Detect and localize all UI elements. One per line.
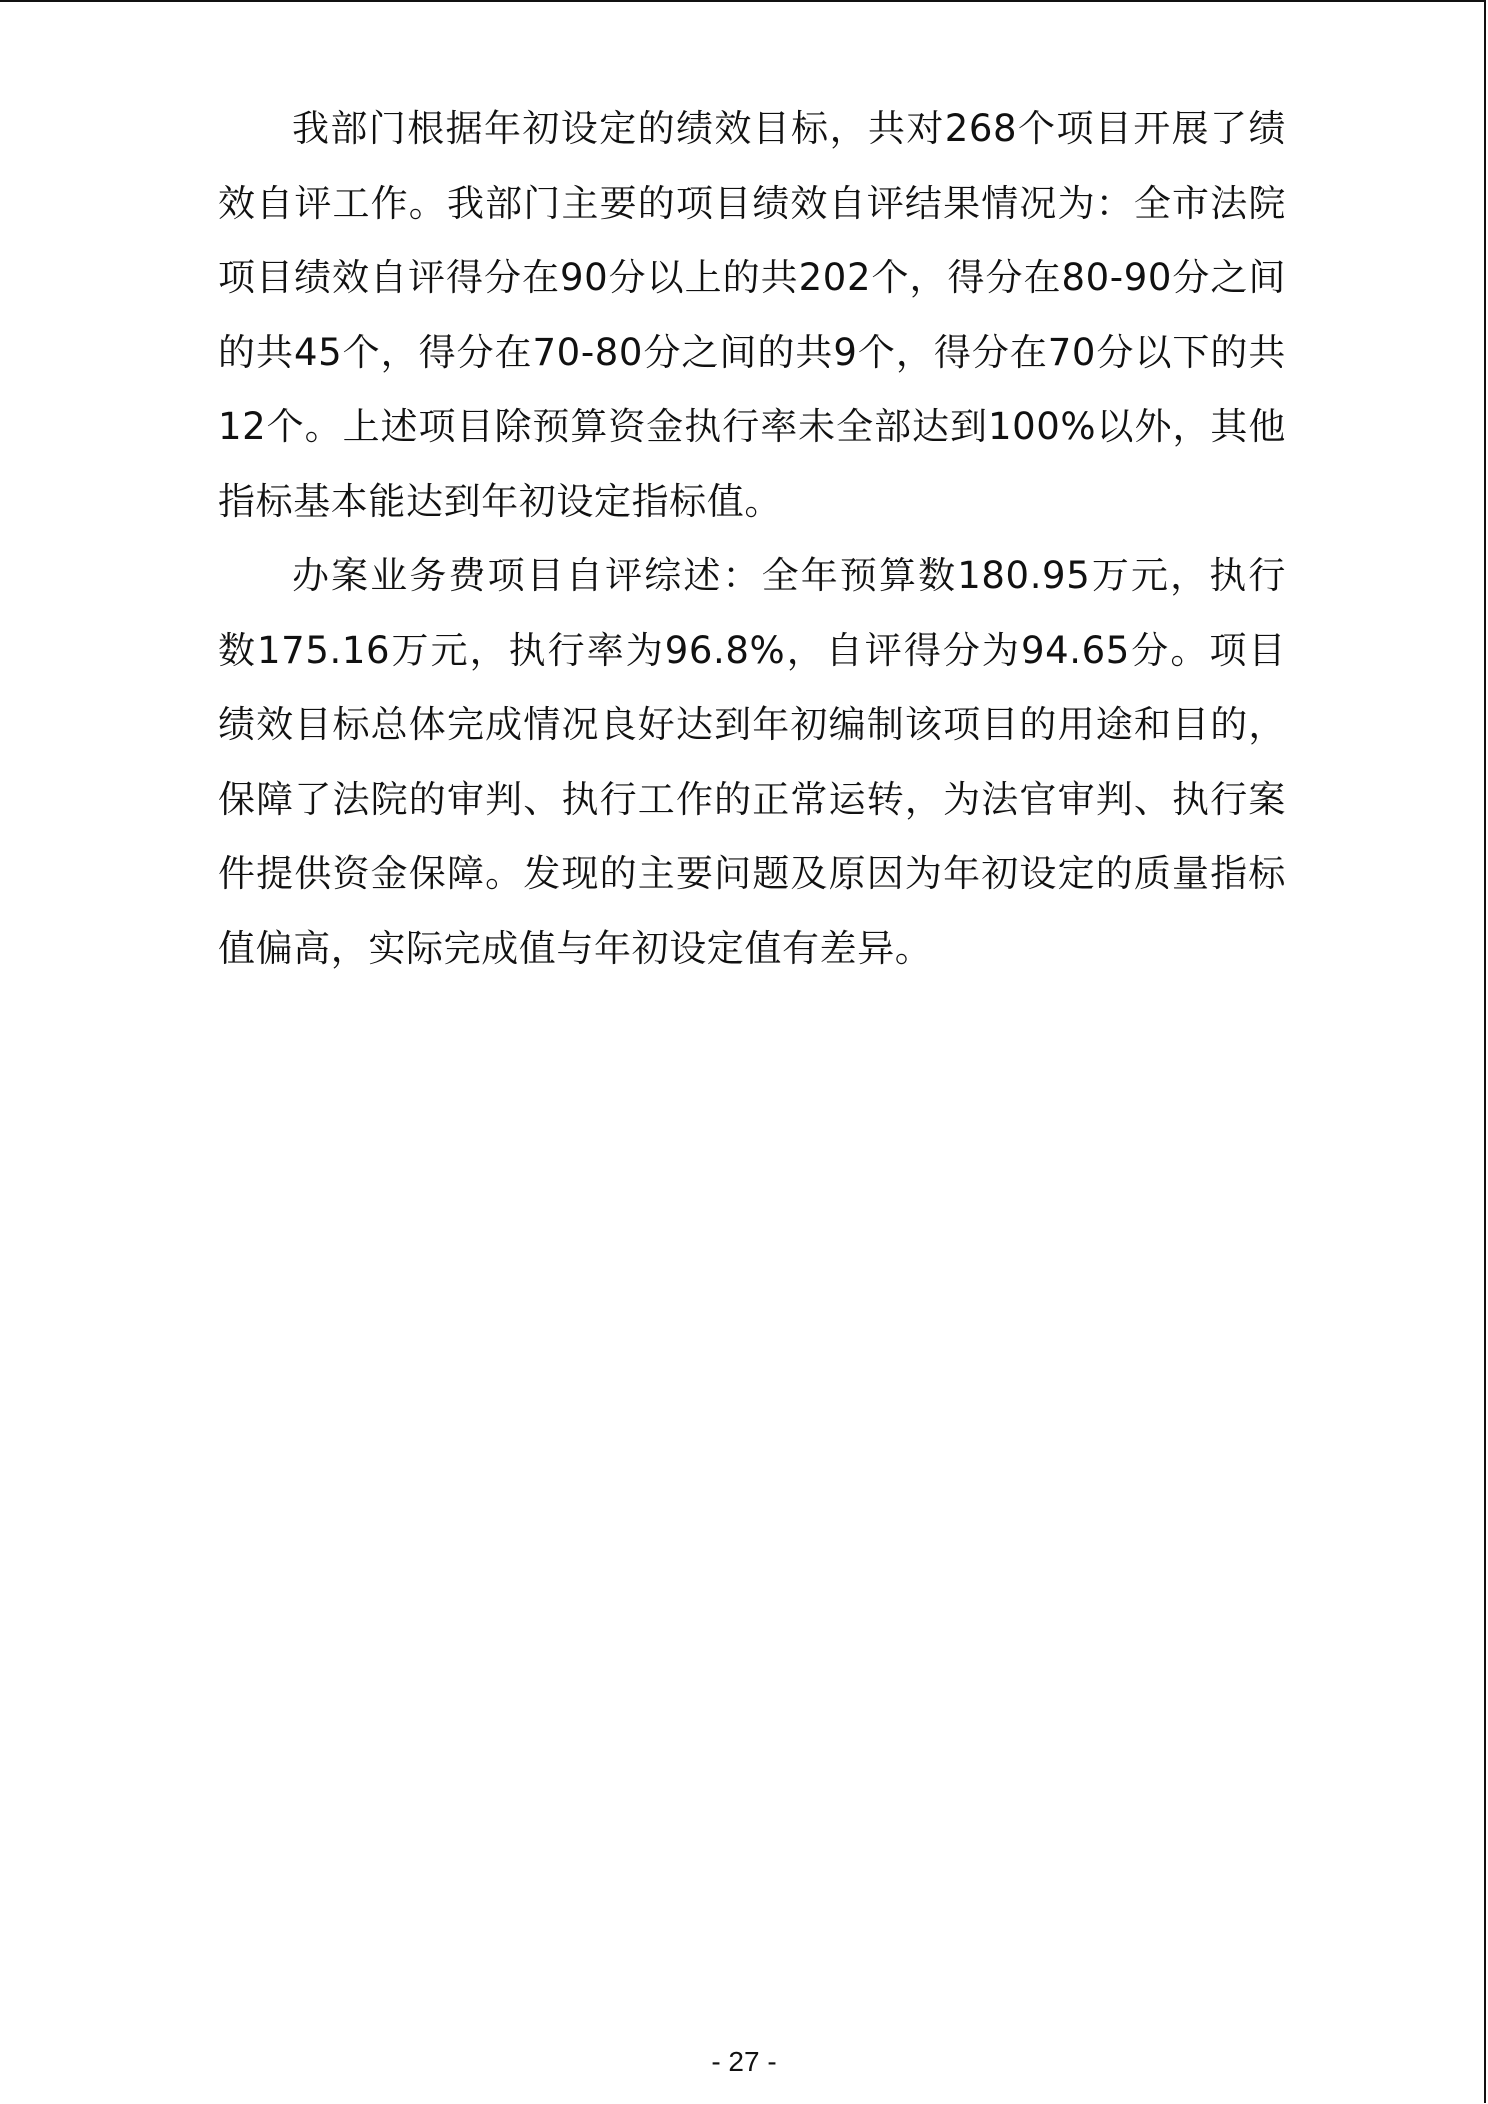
document-body (218, 92, 1286, 986)
paragraph-performance-summary: 我部门根据年初设定的绩效目标，共对268个项目开展了绩效自评工作。我部门主要的项目绩效自评结果情况为：全市法院项目绩效自评得分在90分以上的共202个，得分在80-90分之间的共45个，得分在70-80分之间的共9个，得分在70分以下的共12个。上述项目除预算资金执行率未全部达到100%以外，其他指标基本能达到年初设定指标值。 (218, 107, 1286, 523)
paragraph-case-handling-fee-review: 办案业务费项目自评综述：全年预算数180.95万元，执行数175.16万元，执行率为96.8%，自评得分为94.65分。项目绩效目标总体完成情况良好达到年初编制该项目的用途和目的，保障了法院的审判、执行工作的正常运转，为法官审判、执行案件提供资金保障。发现的主要问题及原因为年初设定的质量指标值偏高，实际完成值与年初设定值有差异。 (218, 554, 1286, 970)
page-number: - 27 - (711, 2046, 777, 2077)
